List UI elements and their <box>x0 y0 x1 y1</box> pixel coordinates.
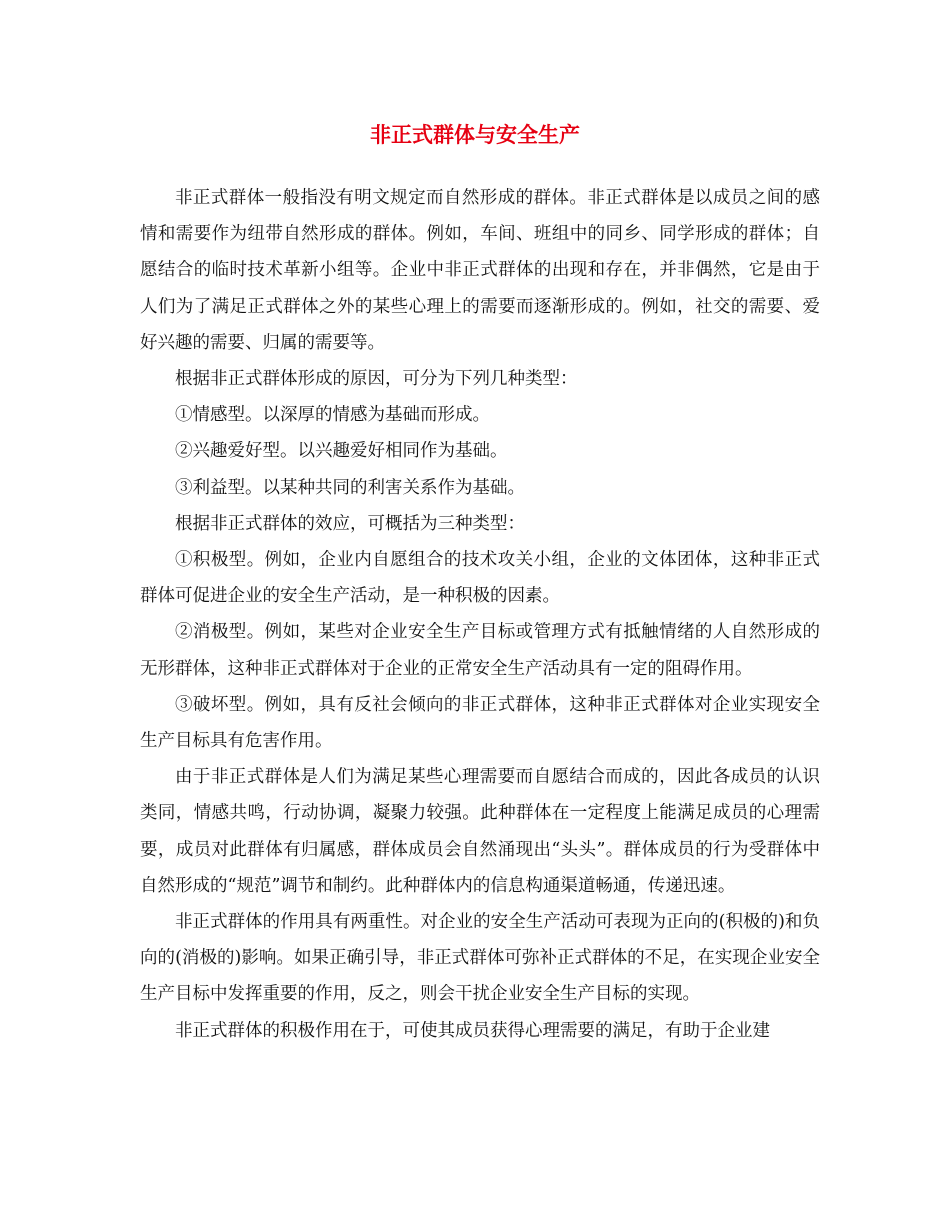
paragraph-intro: 非正式群体一般指没有明文规定而自然形成的群体。非正式群体是以成员之间的感情和需要作为纽带自然形成的群体。例如，车间、班组中的同乡、同学形成的群体；自愿结合的临时技术革新小组等。企业中非正式群体的出现和存在，并非偶然，它是由于人们为了满足正式群体之外的某些心理上的需要而逐渐形成的。例如，社交的需要、爱好兴趣的需要、归属的需要等。 <box>140 188 820 353</box>
list-item-emotional-type: ①情感型。以深厚的情感为基础而形成。 <box>175 405 490 426</box>
paragraph-effect-types-heading: 根据非正式群体的效应，可概括为三种类型： <box>175 513 525 534</box>
list-item-negative-type: ②消极型。例如，某些对企业安全生产目标或管理方式有抵触情绪的人自然形成的无形群体，这种非正式群体对于企业的正常安全生产活动具有一定的阻碍作用。 <box>140 622 820 679</box>
paragraph-dual-role: 非正式群体的作用具有两重性。对企业的安全生产活动可表现为正向的(积极的)和负向的(消极的)影响。如果正确引导，非正式群体可弥补正式群体的不足，在实现企业安全生产目标中发挥重要的作用，反之，则会干扰企业安全生产目标的实现。 <box>140 912 820 1005</box>
paragraph-positive-effect: 非正式群体的积极作用在于，可使其成员获得心理需要的满足，有助于企业建 <box>175 1020 770 1041</box>
paragraph-formation-types-heading: 根据非正式群体形成的原因，可分为下列几种类型： <box>175 369 578 390</box>
list-item-destructive-type: ③破坏型。例如，具有反社会倾向的非正式群体，这种非正式群体对企业实现安全生产目标具有危害作用。 <box>140 694 820 752</box>
paragraph-characteristics: 由于非正式群体是人们为满足某些心理需要而自愿结合而成的，因此各成员的认识类同，情感共鸣，行动协调，凝聚力较强。此种群体在一定程度上能满足成员的心理需要，成员对此群体有归属感，群体成员会自然涌现出“头头”。群体成员的行为受群体中自然形成的“规范”调节和制约。此种群体内的信息构通渠道畅通，传递迅速。 <box>140 767 820 896</box>
document-title: 非正式群体与安全生产 <box>370 122 580 147</box>
list-item-positive-type: ①积极型。例如，企业内自愿组合的技术攻关小组，企业的文体团体，这种非正式群体可促进企业的安全生产活动，是一种积极的因素。 <box>140 550 820 607</box>
list-item-benefit-type: ③利益型。以某种共同的利害关系作为基础。 <box>175 477 525 498</box>
list-item-interest-type: ②兴趣爱好型。以兴趣爱好相同作为基础。 <box>175 441 508 462</box>
document-body <box>140 180 820 1049</box>
